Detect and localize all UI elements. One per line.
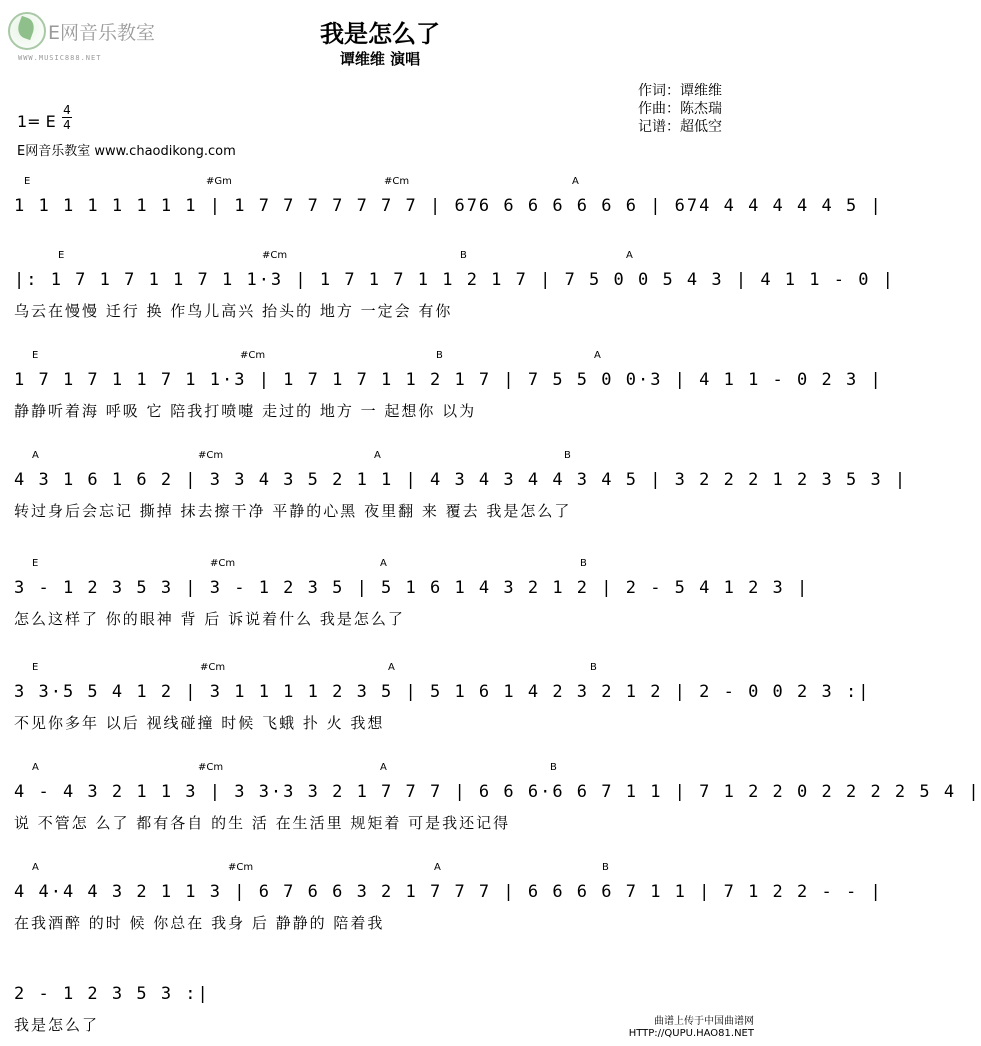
chord-label: B (550, 762, 557, 773)
chord-label: E (32, 558, 39, 569)
chord-label: E (32, 662, 39, 673)
staff-line-1 (14, 176, 883, 256)
footer (629, 1016, 754, 1040)
note-row: 4 - 4 3 2 1 1 3 | 3 3·3 3 2 1 7 7 7 | 6 6 6·6 6 7 1 1 | 7 1 2 2 0 2 2 2 2 5 4 | (14, 782, 981, 802)
chord-label: A (380, 762, 387, 773)
chord-label: A (572, 176, 579, 187)
chord-label: A (374, 450, 381, 461)
song-singer: 谭维维 演唱 (339, 50, 421, 68)
chord-label: #Cm (210, 558, 236, 569)
logo-url: WWW.MUSIC888.NET (18, 54, 102, 62)
chord-label: B (460, 250, 467, 261)
chord-label: #Cm (262, 250, 288, 261)
lyric-row: 静静听着海 呼吸 它 陪我打喷嚏 走过的 地方 一 起想你 以为 (14, 402, 477, 420)
chord-label: #Cm (198, 762, 224, 773)
chord-label: A (434, 862, 441, 873)
chord-label: #Cm (228, 862, 254, 873)
staff-line-3 (14, 350, 883, 430)
staff-line-2 (14, 250, 895, 330)
note-row: 3 - 1 2 3 5 3 | 3 - 1 2 3 5 | 5 1 6 1 4 3 2 1 2 | 2 - 5 4 1 2 3 | (14, 578, 810, 598)
chord-label: A (32, 450, 39, 461)
credit-lyricist: 作词：谭维维 (638, 83, 722, 99)
staff-line-6 (14, 662, 871, 742)
song-title: 我是怎么了 (320, 20, 440, 48)
footer-url: HTTP://QUPU.HAO81.NET (628, 1028, 754, 1039)
logo-name: E网音乐教室 (48, 22, 156, 44)
note-row: 4 3 1 6 1 6 2 | 3 3 4 3 5 2 1 1 | 4 3 4 3 4 4 3 4 5 | 3 2 2 2 1 2 3 5 3 | (14, 470, 908, 490)
chord-label: A (626, 250, 633, 261)
staff-line-4 (14, 450, 908, 530)
credit-transcriber: 记谱：超低空 (638, 119, 722, 135)
chord-label: A (32, 762, 39, 773)
chord-label: A (32, 862, 39, 873)
chord-label: E (24, 176, 31, 187)
time-numerator: 4 (63, 103, 71, 117)
lyric-row: 转过身后会忘记 撕掉 抹去擦干净 平静的心黑 夜里翻 来 覆去 我是怎么了 (14, 502, 572, 520)
staff-line-5 (14, 558, 810, 638)
note-row: 1 1 1 1 1 1 1 1 | 1 7 7 7 7 7 7 7 | 676 6 6 6 6 6 6 | 674 4 4 4 4 4 5 | (14, 196, 883, 216)
lyric-row: 说 不管怎 么了 都有各自 的生 活 在生活里 规矩着 可是我还记得 (14, 814, 511, 832)
footer-line: 曲谱上传于中国曲谱网 (654, 1016, 754, 1027)
staff-line-7 (14, 762, 981, 842)
chord-label: B (580, 558, 587, 569)
staff-line-8 (14, 862, 883, 942)
key-signature: 1= E (17, 112, 56, 131)
chord-label: E (32, 350, 39, 361)
time-denominator: 4 (63, 118, 71, 132)
note-row: 1 7 1 7 1 1 7 1 1·3 | 1 7 1 7 1 1 2 1 7 | 7 5 5 0 0·3 | 4 1 1 - 0 2 3 | (14, 370, 883, 390)
chord-label: #Cm (384, 176, 410, 187)
note-row: 3 3·5 5 4 1 2 | 3 1 1 1 1 2 3 5 | 5 1 6 1 4 2 3 2 1 2 | 2 - 0 0 2 3 :| (14, 682, 871, 702)
chord-label: A (388, 662, 395, 673)
chord-label: #Cm (240, 350, 266, 361)
chord-label: A (594, 350, 601, 361)
chord-label: #Cm (198, 450, 224, 461)
lyric-row: 乌云在慢慢 迁行 换 作鸟儿高兴 抬头的 地方 一定会 有你 (14, 302, 453, 320)
chord-label: #Gm (206, 176, 232, 187)
chord-label: B (590, 662, 597, 673)
chord-label: A (380, 558, 387, 569)
site-credit: E网音乐教室 www.chaodikong.com (17, 144, 236, 159)
lyric-row: 在我酒醉 的时 候 你总在 我身 后 静静的 陪着我 (14, 914, 385, 932)
chord-label: #Cm (200, 662, 226, 673)
time-signature (62, 104, 72, 131)
note-row: 4 4·4 4 3 2 1 1 3 | 6 7 6 6 3 2 1 7 7 7 | 6 6 6 6 7 1 1 | 7 1 2 2 - - | (14, 882, 883, 902)
lyric-row: 怎么这样了 你的眼神 背 后 诉说着什么 我是怎么了 (14, 610, 405, 628)
lyric-row: 我是怎么了 (14, 1016, 100, 1034)
chord-label: B (564, 450, 571, 461)
lyric-row: 不见你多年 以后 视线碰撞 时候 飞蛾 扑 火 我想 (14, 714, 385, 732)
chord-label: E (58, 250, 65, 261)
chord-label: B (436, 350, 443, 361)
note-row: 2 - 1 2 3 5 3 :| (14, 984, 210, 1004)
chord-label: B (602, 862, 609, 873)
note-row: |: 1 7 1 7 1 1 7 1 1·3 | 1 7 1 7 1 1 2 1 7 | 7 5 0 0 5 4 3 | 4 1 1 - 0 | (14, 270, 895, 290)
credit-composer: 作曲：陈杰瑞 (638, 101, 722, 117)
